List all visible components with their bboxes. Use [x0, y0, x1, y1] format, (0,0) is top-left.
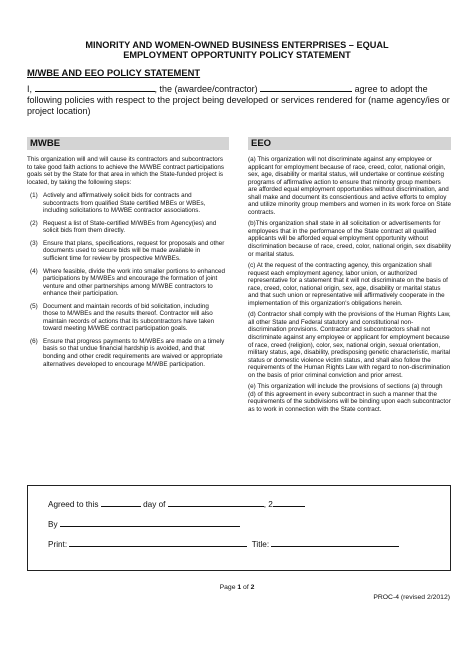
mwbe-column-heading: MWBE [27, 137, 229, 150]
list-item-text: Actively and affirmatively solicit bids for contracts and subcontracts from qualified State certified MBEs or WBEs, including solicitations to M/WBE contractor associations. [43, 192, 206, 215]
contractor-name-field[interactable] [260, 83, 352, 92]
agreed-prefix-label: Agreed to this [48, 500, 99, 509]
eeo-paragraph-e: (e) This organization will include the provisions of sections (a) through (d) of this agreement in every subcontract in such a manner that the requirements of the subdivisions will be binding upon each subcontractor as to work in connection with the State contract. [248, 383, 451, 413]
eeo-paragraph-c: (c) At the request of the contracting agency, this organization shall request each employment agency, labor union, or authorized representative for a statement that it will not discriminate on the basis of race, creed, color, national origin, sex, age, disability or marital status and that such union or representative will affirmatively cooperate in the implementation of this organization's obligations herein. [248, 262, 448, 307]
list-item [27, 268, 229, 298]
list-item-text: Document and maintain records of bid solicitation, including those to M/WBEs and the results thereof. Contractor will also maintain records of actions that its subcontractors have taken toward meeting M/WBE contract participation goals. [43, 302, 215, 333]
form-revision: PROC-4 (revised 2/2012) [373, 594, 450, 601]
print-name-field[interactable] [69, 538, 247, 547]
list-item [27, 240, 229, 263]
eeo-paragraph-d: (d) Contractor shall comply with the provisions of the Human Rights Law, all other State and Federal statutory and constitutional non-discrimination provisions. Contractor and subcontractors shall not discriminate against any employee or applicant for employment because of race, creed (religion), color, sex, national origin, sexual orientation, military status, age, disability, predisposing genetic characteristic, marital status or domestic violence victim status, and shall also follow the requirements of the Human Rights Law with regard to non-discrimination on the basis of prior criminal conviction and prior arrest. [248, 311, 451, 379]
signature-box [27, 485, 451, 571]
list-item-number: (2) [30, 219, 38, 227]
print-label: Print: [48, 540, 68, 549]
year-prefix-label: , 2 [263, 500, 273, 509]
day-of-label: day of [143, 500, 166, 509]
list-item-text: Ensure that progress payments to M/WBEs are made on a timely basis so that undue financial hardship is avoided, and that bonding and other credit requirements are waived or appropriate alternatives developed to encourage M/WBE participation. [43, 337, 225, 368]
intro-part-2: , the (awardee/contractor) [154, 84, 258, 94]
print-title-line [48, 538, 399, 550]
list-item-number: (3) [30, 239, 38, 247]
day-field[interactable] [101, 498, 141, 507]
month-field[interactable] [168, 498, 264, 507]
intro-statement [27, 83, 452, 118]
signature-field[interactable] [60, 518, 240, 527]
eeo-paragraph-a: (a) This organization will not discriminate against any employee or applicant for employment because of race, creed, color, national origin, sex, age, disability or marital status, will undertake or continue existing programs of affirmative action to ensure that minority group members are afforded equal employment opportunities without discrimination, and shall make and document its conscientious and active efforts to employ and utilize minority group members and women in its work force on State contracts. [248, 156, 451, 216]
page-number [0, 584, 474, 591]
list-item-number: (6) [30, 337, 38, 345]
list-item-number: (5) [30, 302, 38, 310]
document-title-line-2: EMPLOYMENT OPPORTUNITY POLICY STATEMENT [123, 50, 351, 60]
year-field[interactable] [273, 498, 305, 507]
policy-statement-heading: M/WBE AND EEO POLICY STATEMENT [27, 67, 201, 78]
intro-part-1: I, [27, 84, 33, 94]
eeo-paragraph-b: (b)This organization shall state in all solicitation or advertisements for employees that in the performance of the State contract all qualified applicants will be afforded equal employment opportunity without discrimination because of race, creed, color, national origin, sex disability or marital status. [248, 220, 452, 258]
agreement-date-line [48, 498, 305, 510]
list-item [27, 303, 229, 333]
title-label: Title: [251, 540, 270, 549]
page-current: 1 [237, 584, 242, 591]
list-item [27, 220, 229, 235]
page-prefix: Page [219, 584, 238, 591]
eeo-column-heading: EEO [248, 137, 451, 150]
list-item-text: Request a list of State-certified M/WBEs from Agency(ies) and solicit bids from them directly. [43, 219, 217, 235]
title-field[interactable] [271, 538, 399, 547]
mwbe-intro: This organization will and will cause its contractors and subcontractors to take good faith actions to achieve the M/WBE contract participations goals set by the State for that area in which the State-funded project is located, by taking the following steps: [27, 156, 225, 186]
document-title-line-1: MINORITY AND WOMEN-OWNED BUSINESS ENTERPRISES – EQUAL [85, 40, 389, 50]
by-label: By [48, 520, 58, 529]
list-item-number: (1) [30, 192, 38, 200]
page-of: of [241, 584, 251, 591]
mwbe-column [27, 156, 229, 373]
mwbe-steps-list [27, 192, 229, 368]
list-item-number: (4) [30, 267, 38, 275]
page-total: 2 [250, 584, 255, 591]
list-item [27, 338, 229, 368]
awardee-name-field[interactable] [35, 83, 155, 92]
intro-part-3: agree to adopt the following policies with respect to the project being developed or services rendered for (name agency/ies or project location) [27, 84, 450, 117]
list-item-text: Ensure that plans, specifications, request for proposals and other documents used to secure bids will be made available in sufficient time for review by prospective M/WBEs. [43, 239, 225, 263]
list-item [27, 192, 229, 215]
list-item-text: Where feasible, divide the work into smaller portions to enhanced participations by M/WBEs and encourage the formation of joint venture and other partnerships among M/WBE contractors to enhance their participation. [43, 267, 226, 298]
eeo-column [248, 156, 451, 418]
by-line [48, 518, 240, 530]
